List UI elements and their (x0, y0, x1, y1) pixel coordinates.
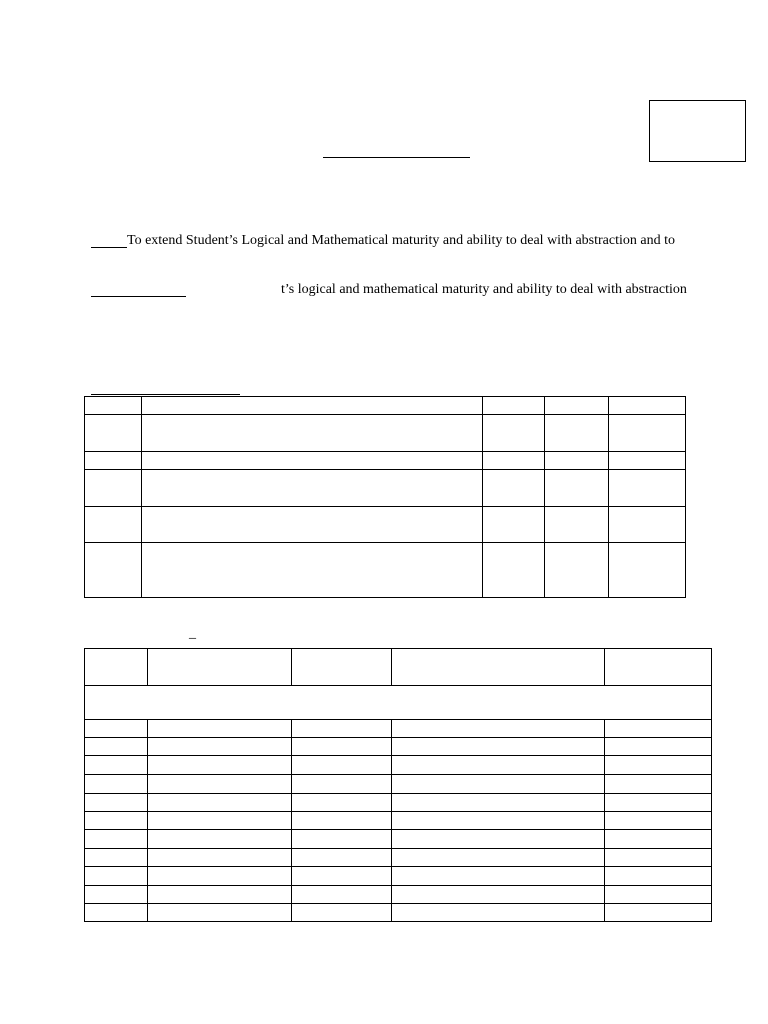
table-row (85, 886, 712, 904)
dash-marker: _ (189, 626, 196, 641)
table-span-row (85, 686, 712, 720)
table-row (85, 812, 712, 830)
table-row (85, 397, 686, 415)
objective-text-1: To extend Student’s Logical and Mathematical maturity and ability to deal with abstraction and to (127, 233, 675, 248)
table-row (85, 775, 712, 794)
schedule-table (84, 648, 712, 922)
section-underline-1 (91, 394, 240, 395)
table-row (85, 904, 712, 922)
table-row (85, 794, 712, 812)
objective-blank-1 (91, 247, 127, 248)
table-row (85, 470, 686, 507)
table-row (85, 452, 686, 470)
table-row (85, 543, 686, 598)
table-header-row (85, 649, 712, 686)
course-table (84, 396, 686, 598)
table-row (85, 867, 712, 886)
objective-blank-2 (91, 296, 186, 297)
corner-box (649, 100, 746, 162)
table-row (85, 738, 712, 756)
table-row (85, 507, 686, 543)
objective-text-2: t’s logical and mathematical maturity and ability to deal with abstraction (281, 282, 687, 297)
table-row (85, 720, 712, 738)
title-underline (323, 157, 470, 158)
table-row (85, 849, 712, 867)
table-row (85, 830, 712, 849)
table-row (85, 415, 686, 452)
table-row (85, 756, 712, 775)
